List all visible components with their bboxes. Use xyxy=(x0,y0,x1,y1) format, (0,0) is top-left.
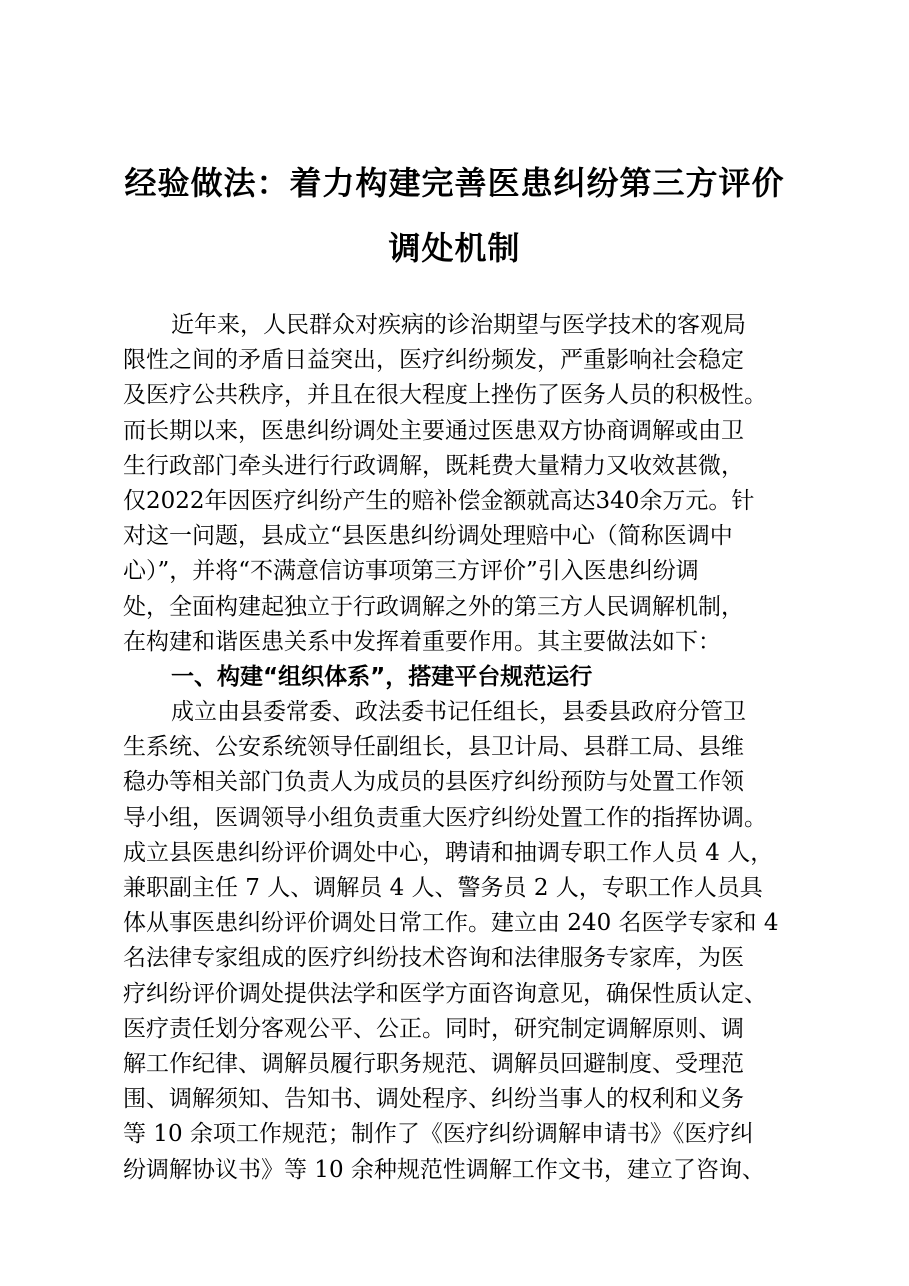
paragraph-line: 生系统、公安系统领导任副组长，县卫计局、县群工局、县维 xyxy=(123,734,744,761)
paragraph-line: 近年来，人民群众对疾病的诊治期望与医学技术的客观局 xyxy=(171,312,746,338)
paragraph-line: 仅2022年因医疗纠纷产生的赔补偿金额就高达340余万元。针 xyxy=(123,487,755,514)
paragraph-line: 等 10 余项工作规范；制作了《医疗纠纷调解申请书》《医疗纠 xyxy=(123,1121,754,1148)
paragraph-line: 成立由县委常委、政法委书记任组长，县委县政府分管卫 xyxy=(171,699,746,726)
paragraph-line: 稳办等相关部门负责人为成员的县医疗纠纷预防与处置工作领 xyxy=(123,769,744,796)
paragraph-line: 限性之间的矛盾日益突出，医疗纠纷频发，严重影响社会稳定 xyxy=(123,347,744,374)
paragraph-line: 纷调解协议书》等 10 余种规范性调解工作文书，建立了咨询、 xyxy=(123,1156,765,1183)
document-body xyxy=(123,308,813,1188)
paragraph-line: 成立县医患纠纷评价调处中心，聘请和抽调专职工作人员 4 人， xyxy=(123,839,774,866)
paragraph-line: 对这一问题，县成立“县医患纠纷调处理赔中心（简称医调中 xyxy=(123,523,733,550)
paragraph-line: 而长期以来，医患纠纷调处主要通过医患双方协商调解或由卫 xyxy=(123,417,744,444)
paragraph-line: 兼职副主任 7 人、调解员 4 人、警务员 2 人，专职工作人员具 xyxy=(123,875,763,901)
paragraph-line: 解工作纪律、调解员履行职务规范、调解员回避制度、受理范 xyxy=(123,1050,744,1077)
document-title-line-1: 经验做法：着力构建完善医患纠纷第三方评价 xyxy=(124,164,785,202)
section-heading: 一、构建“组织体系”，搭建平台规范运行 xyxy=(171,663,593,690)
paragraph-line: 体从事医患纠纷评价调处日常工作。建立由 240 名医学专家和 4 xyxy=(123,910,779,937)
paragraph-line: 导小组，医调领导小组负责重大医疗纠纷处置工作的指挥协调。 xyxy=(123,804,767,831)
paragraph-line: 在构建和谐医患关系中发挥着重要作用。其主要做法如下： xyxy=(123,628,721,655)
paragraph-line: 心）”，并将“不满意信访事项第三方评价”引入医患纠纷调 xyxy=(123,558,699,585)
paragraph-line: 及医疗公共秩序，并且在很大程度上挫伤了医务人员的积极性。 xyxy=(123,382,767,409)
paragraph-line: 生行政部门牵头进行行政调解，既耗费大量精力又收效甚微， xyxy=(123,452,744,479)
paragraph-line: 围、调解须知、告知书、调处程序、纠纷当事人的权利和义务 xyxy=(123,1086,744,1113)
paragraph-line: 名法律专家组成的医疗纠纷技术咨询和法律服务专家库，为医 xyxy=(123,945,744,972)
paragraph-line: 处，全面构建起独立于行政调解之外的第三方人民调解机制， xyxy=(123,593,744,620)
paragraph-line: 疗纠纷评价调处提供法学和医学方面咨询意见，确保性质认定、 xyxy=(123,980,767,1007)
document-title-line-2: 调处机制 xyxy=(388,229,521,267)
paragraph-line: 医疗责任划分客观公平、公正。同时，研究制定调解原则、调 xyxy=(123,1015,744,1042)
